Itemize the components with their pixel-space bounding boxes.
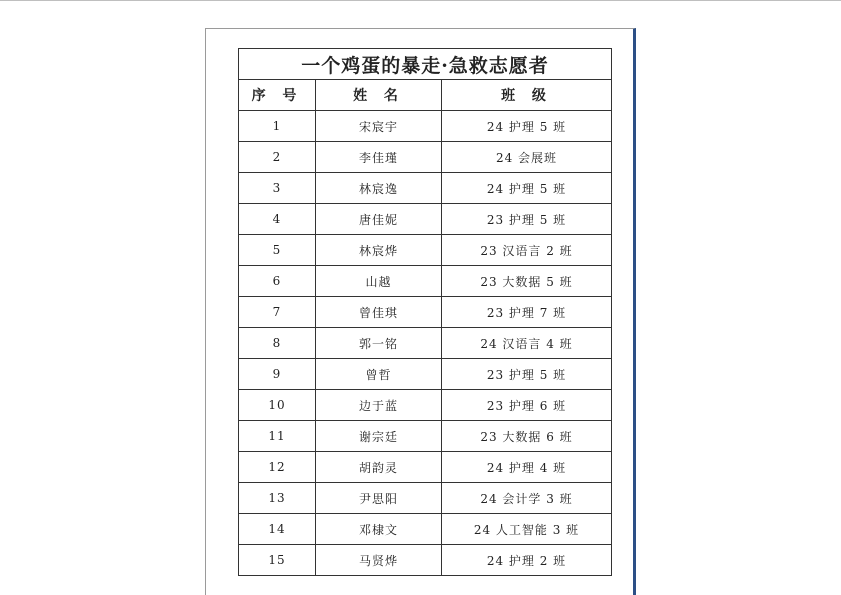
cell-index: 13 <box>239 483 316 514</box>
cell-class: 24 人工智能 3 班 <box>442 514 612 545</box>
cell-name: 边于蓝 <box>316 390 442 421</box>
cell-index: 15 <box>239 545 316 576</box>
header-name: 姓 名 <box>316 80 442 111</box>
cell-class: 23 汉语言 2 班 <box>442 235 612 266</box>
cell-name: 马贤烨 <box>316 545 442 576</box>
cell-name: 邓棣文 <box>316 514 442 545</box>
cell-name: 郭一铭 <box>316 328 442 359</box>
cell-class: 23 护理 5 班 <box>442 359 612 390</box>
cell-name: 唐佳妮 <box>316 204 442 235</box>
table-row <box>239 111 612 142</box>
table-row <box>239 235 612 266</box>
volunteer-table <box>238 48 612 576</box>
cell-index: 14 <box>239 514 316 545</box>
cell-class: 23 护理 7 班 <box>442 297 612 328</box>
cell-index: 10 <box>239 390 316 421</box>
table-row <box>239 173 612 204</box>
cell-index: 6 <box>239 266 316 297</box>
cell-class: 24 会计学 3 班 <box>442 483 612 514</box>
table-row <box>239 142 612 173</box>
cell-class: 23 大数据 5 班 <box>442 266 612 297</box>
table-row <box>239 297 612 328</box>
cell-class: 24 汉语言 4 班 <box>442 328 612 359</box>
table-row <box>239 390 612 421</box>
cell-index: 2 <box>239 142 316 173</box>
cell-name: 宋宸宇 <box>316 111 442 142</box>
cell-name: 曾佳琪 <box>316 297 442 328</box>
cell-index: 9 <box>239 359 316 390</box>
table-row <box>239 204 612 235</box>
cell-name: 林宸逸 <box>316 173 442 204</box>
table-row <box>239 421 612 452</box>
table-row <box>239 483 612 514</box>
cell-name: 曾哲 <box>316 359 442 390</box>
table-row <box>239 545 612 576</box>
cell-class: 24 护理 5 班 <box>442 111 612 142</box>
cell-class: 24 护理 5 班 <box>442 173 612 204</box>
cell-name: 尹思阳 <box>316 483 442 514</box>
cell-index: 5 <box>239 235 316 266</box>
cell-class: 24 会展班 <box>442 142 612 173</box>
cell-name: 谢宗廷 <box>316 421 442 452</box>
table-row <box>239 359 612 390</box>
cell-class: 23 护理 5 班 <box>442 204 612 235</box>
cell-index: 11 <box>239 421 316 452</box>
cell-class: 23 大数据 6 班 <box>442 421 612 452</box>
table-row <box>239 328 612 359</box>
table-title: 一个鸡蛋的暴走·急救志愿者 <box>239 49 612 80</box>
cell-name: 林宸烨 <box>316 235 442 266</box>
cell-index: 3 <box>239 173 316 204</box>
table-row <box>239 514 612 545</box>
cell-class: 24 护理 2 班 <box>442 545 612 576</box>
document-page <box>205 28 636 595</box>
cell-index: 1 <box>239 111 316 142</box>
cell-name: 李佳瑾 <box>316 142 442 173</box>
cell-class: 23 护理 6 班 <box>442 390 612 421</box>
header-index: 序 号 <box>239 80 316 111</box>
cell-index: 7 <box>239 297 316 328</box>
table-row <box>239 452 612 483</box>
header-class: 班 级 <box>442 80 612 111</box>
viewer-top-border <box>0 0 841 1</box>
cell-index: 4 <box>239 204 316 235</box>
cell-index: 12 <box>239 452 316 483</box>
table-row <box>239 266 612 297</box>
cell-name: 胡韵灵 <box>316 452 442 483</box>
cell-class: 24 护理 4 班 <box>442 452 612 483</box>
cell-index: 8 <box>239 328 316 359</box>
cell-name: 山越 <box>316 266 442 297</box>
